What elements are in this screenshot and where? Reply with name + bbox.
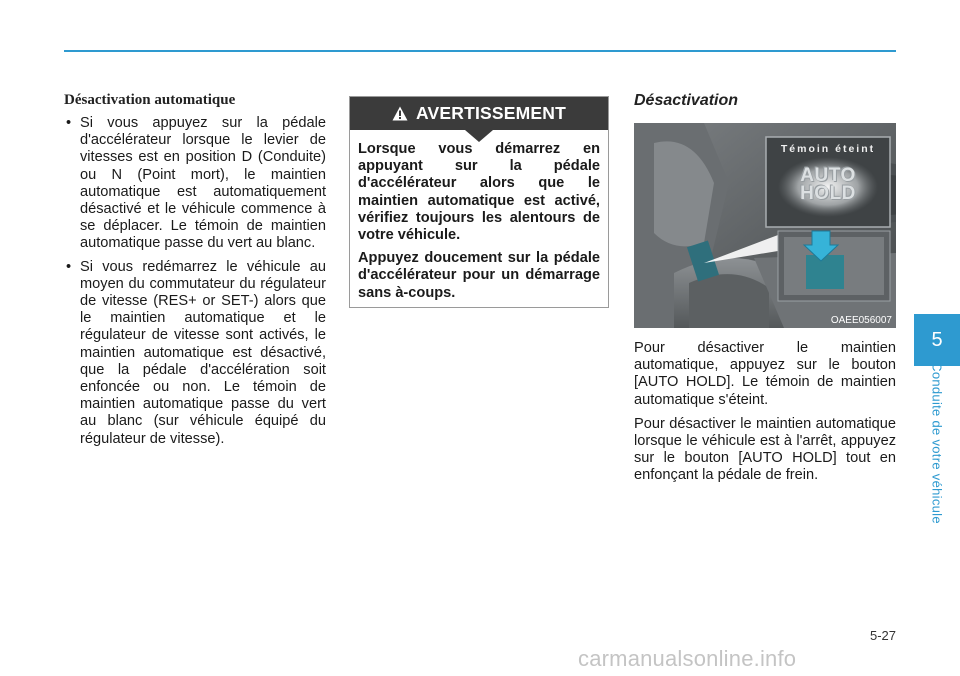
auto-hold-figure	[634, 123, 896, 328]
callout-text: AUTO	[800, 165, 856, 186]
section-heading: Désactivation automatique	[64, 92, 236, 108]
warning-title: AVERTISSEMENT	[415, 103, 567, 123]
paragraph: Pour désactiver le maintien automatique, appuyez sur le bouton [AUTO HOLD]. Le témoin de maintien automatique s'éteint.	[634, 340, 896, 408]
warning-paragraph: Lorsque vous démarrez en appuyant sur la pédale d'accélérateur alors que le maintien automatique est activé, vérifiez toujours les alentours de votre véhicule.	[358, 141, 600, 244]
callout-label: Témoin éteint	[780, 143, 876, 155]
warning-body	[358, 141, 600, 308]
warning-triangle-icon	[392, 106, 408, 121]
page-number: 5-27	[869, 628, 896, 643]
warning-paragraph: Appuyez doucement sur la pédale d'accélérateur pour un démarrage sans à-coups.	[358, 250, 600, 301]
top-rule	[64, 50, 896, 52]
left-column	[64, 92, 326, 454]
bullet-list	[64, 115, 326, 448]
right-text	[634, 340, 896, 492]
callout-text: HOLD	[800, 183, 856, 204]
warning-box	[349, 96, 609, 308]
section-heading: Désactivation	[634, 92, 739, 109]
right-column	[634, 92, 896, 110]
figure-code: OAEE056007	[830, 315, 892, 326]
paragraph: Pour désactiver le maintien automatique lorsque le véhicule est à l'arrêt, appuyez sur le bouton [AUTO HOLD] tout en enfonçant la pédale de frein.	[634, 415, 896, 484]
list-item: • Si vous redémarrez le véhicule au moyen du commutateur du régulateur de vitesse (RES+ or SET-) alors que le maintien automatique et le régulateur de vitesse sont activés, le maintien automatique est désactivé, que la pédale d'accélération soit enfoncée ou non. Le témoin de maintien automatique passe du vert au blanc (sur véhicule équipé du régulateur de vitesse).	[64, 259, 326, 448]
chapter-label-text: Conduite de votre véhicule	[929, 362, 945, 524]
watermark: carmanualsonline.info	[578, 646, 797, 671]
list-item: • Si vous appuyez sur la pédale d'accélérateur lorsque le levier de vitesses est en position D (Conduite) ou N (Point mort), le maintien automatique est automatiquement désactivé et le véhicule commence à se déplacer. Le témoin de maintien automatique passe du vert au blanc.	[64, 115, 326, 253]
chapter-tab: 5	[914, 314, 960, 366]
